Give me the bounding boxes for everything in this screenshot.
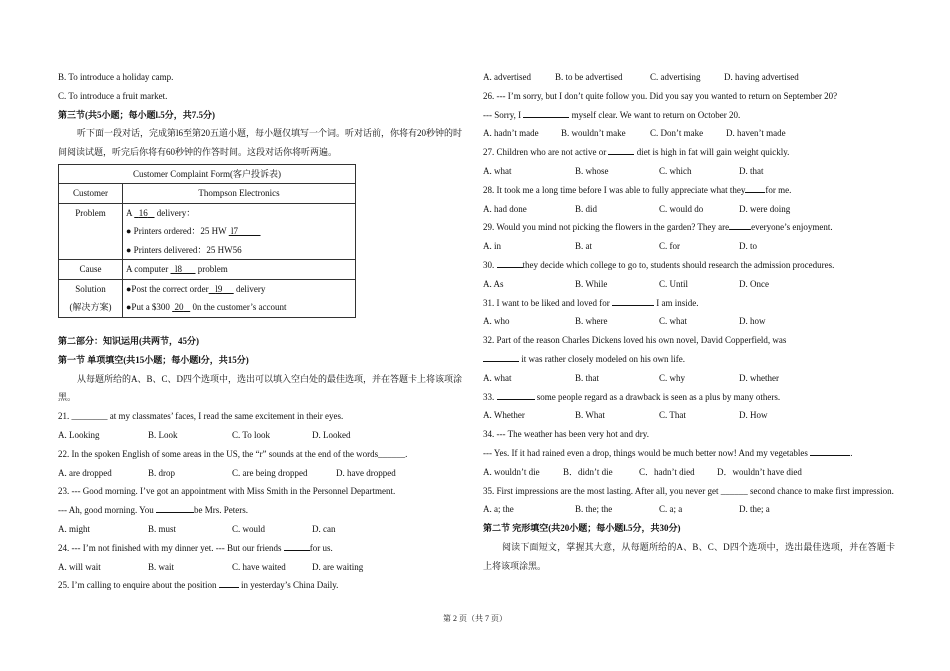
options-22: A. are dropped B. drop C. are being dropped D. have dropped bbox=[58, 467, 396, 478]
options-28: A. had done B. did C. would do D. were doing bbox=[483, 203, 791, 214]
question-29: 29. Would you mind not picking the flowers in the garden? They are everyone’s enjoyment. bbox=[483, 222, 833, 233]
problem-cell: A 16 delivery： ● Printers ordered：25 HW l7 ● Printers delivered：25 HW56 bbox=[123, 203, 356, 260]
options-34: A. wouldn’t die B．didn’t die C．hadn’t died D．wouldn’t have died bbox=[483, 466, 802, 477]
options-24: A. will wait B. wait C. have waited D. are waiting bbox=[58, 561, 364, 572]
question-33: 33. some people regard as a drawback is seen as a plus by many others. bbox=[483, 391, 781, 402]
cause-cell: A computer l8 problem bbox=[123, 260, 356, 280]
blank-17: l7 bbox=[231, 226, 239, 237]
customer-value: Thompson Electronics bbox=[123, 184, 356, 204]
blank-19: l9 bbox=[215, 283, 223, 294]
customer-complaint-form bbox=[58, 164, 356, 318]
blank-20: 20 bbox=[174, 302, 184, 313]
section3-title: 第三节(共5小题；每小题l.5分，共7.5分) bbox=[58, 109, 215, 120]
question-27: 27. Children who are not active or diet is high in fat will gain weight quickly. bbox=[483, 147, 790, 158]
question-34-line2: --- Yes. If it had rained even a drop, things would be much better now! And my vegetables . bbox=[483, 447, 853, 458]
section3-instructions: 听下面一段对话，完成第l6至第20五道小题，每小题仅填写一个词。听对话前，你将有20秒钟的时间阅读试题，听完后你将有60秒钟的作答时间。这段对话你将听两遍。 bbox=[58, 128, 463, 158]
question-23-line1: 23. --- Good morning. I’ve got an appointment with Miss Smith in the Personnel Department. bbox=[58, 486, 396, 497]
question-32-line2: it was rather closely modeled on his own life. bbox=[483, 350, 895, 369]
question-32-line1: 32. Part of the reason Charles Dickens loved his own novel, David Copperfield, was bbox=[483, 335, 787, 346]
cause-label: Cause bbox=[59, 260, 123, 280]
part2-section1-instructions: 从每题所给的A、B、C、D四个选项中，选出可以填入空白处的最佳选项，并在答题卡上将该项涂黑。 bbox=[58, 373, 463, 403]
part2-section1-title: 第一节 单项填空(共15小题；每小题l分，共15分) bbox=[58, 354, 249, 365]
solution-label: Solution (解决方案) bbox=[59, 279, 123, 317]
question-21: 21. ________ at my classmates’ faces, I read the same excitement in their eyes. bbox=[58, 411, 344, 422]
section2-instructions: 阅读下面短文，掌握其大意，从每题所给的A、B、C、D四个选项中，选出最佳选项，并在答题卡上将该项涂黑。 bbox=[483, 541, 895, 571]
option-b-line: B. To introduce a holiday camp. bbox=[58, 72, 174, 82]
solution-cell: ●Post the correct order l9 delivery ●Put a $300 20 0n the customer’s account bbox=[123, 279, 356, 317]
options-31: A. who B. where C. what D. how bbox=[483, 316, 766, 327]
options-32: A. what B. that C. why D. whether bbox=[483, 372, 779, 383]
options-30: A. As B. While C. Until D. Once bbox=[483, 278, 769, 289]
options-33: A. Whether B. What C. That D. How bbox=[483, 410, 768, 421]
question-25: 25. I’m calling to enquire about the position in yesterday’s China Daily. bbox=[58, 580, 339, 591]
question-35: 35. First impressions are the most lasting. After all, you never get ______ second chance to make first impression. bbox=[483, 485, 894, 496]
page-footer: 第 2 页（共 7 页） bbox=[443, 614, 507, 623]
options-27: A. what B. whose C. which D. that bbox=[483, 165, 764, 176]
left-column bbox=[58, 68, 468, 595]
right-column bbox=[483, 68, 895, 576]
options-23: A. might B. must C. would D. can bbox=[58, 523, 336, 534]
section2-title: 第二节 完形填空(共20小题；每小题l.5分，共30分) bbox=[483, 523, 681, 534]
option-c-line: C. To introduce a fruit market. bbox=[58, 90, 168, 101]
form-title: Customer Complaint Form(客户投诉表) bbox=[59, 164, 356, 184]
blank-18: l8 bbox=[175, 264, 183, 275]
question-26-line1: 26. --- I’m sorry, but I don’t quite follow you. Did you say you wanted to return on September 20? bbox=[483, 90, 838, 101]
options-26: A. hadn’t made B. wouldn’t make C. Don’t make D. haven’t made bbox=[483, 128, 786, 139]
customer-label: Customer bbox=[59, 184, 123, 204]
question-23-line2: --- Ah, good morning. You be Mrs. Peters. bbox=[58, 505, 249, 516]
options-21: A. Looking B. Look C. To look D. Looked bbox=[58, 429, 351, 440]
part2-title: 第二部分：知识运用(共两节，45分) bbox=[58, 335, 199, 346]
question-22: 22. In the spoken English of some areas in the US, the “r” sounds at the end of the words______. bbox=[58, 448, 408, 459]
options-25: A. advertised B. to be advertised C. advertising D. having advertised bbox=[483, 72, 799, 82]
options-35: A. a; the B. the; the C. a; a D. the; a bbox=[483, 504, 770, 515]
question-30: 30. they decide which college to go to, students should research the admission procedures. bbox=[483, 259, 835, 270]
problem-label: Problem bbox=[59, 203, 123, 260]
question-31: 31. I want to be liked and loved for I am inside. bbox=[483, 297, 699, 308]
options-29: A. in B. at C. for D. to bbox=[483, 241, 757, 252]
question-26-line2: --- Sorry, I myself clear. We want to return on October 20. bbox=[483, 109, 741, 120]
question-34-line1: 34. --- The weather has been very hot and dry. bbox=[483, 429, 649, 440]
blank-16: 16 bbox=[138, 207, 148, 218]
question-28: 28. It took me a long time before I was able to fully appreciate what they for me. bbox=[483, 184, 792, 195]
question-24: 24. --- I’m not finished with my dinner yet. --- But our friends for us. bbox=[58, 542, 333, 553]
